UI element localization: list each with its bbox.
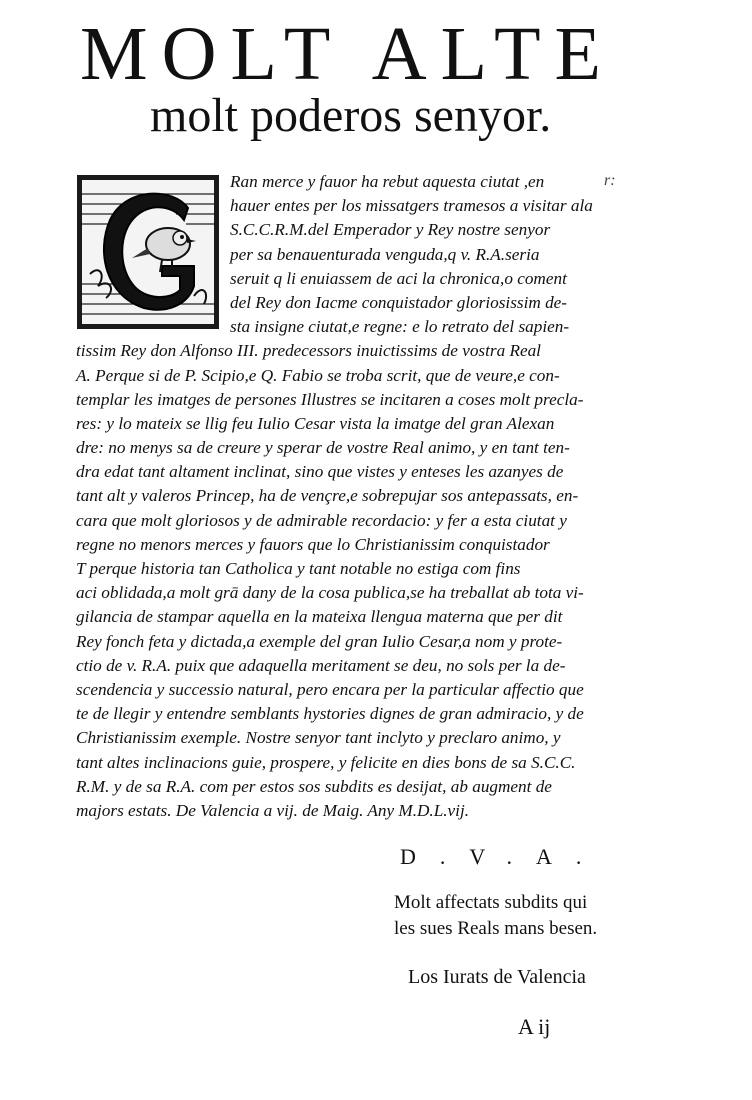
text-line: del Rey don Iacme conquistador gloriosissim de- [230,292,568,312]
closing-initials: D.V.A. [400,844,606,869]
text-line: tant altes inclinacions guie, prospere, y felicite en dies bons de sa S.C.C. [76,752,576,772]
page-title: MOLT ALTE [80,12,615,96]
letter-body [76,170,616,823]
text-line: S.C.C.R.M.del Emperador y Rey nostre senyor [230,220,551,240]
signature-line: Molt affectats subdits qui [394,892,588,913]
text-line: majors estats. De Valencia a vij. de Maig. Any M.D.L.vij. [76,800,470,820]
signature-line: les sues Reals mans besen. [394,918,598,939]
text-line: scendencia y successio natural, pero encara per la particular affectio que [76,679,584,699]
signature-block [394,890,724,942]
text-line: A. Perque si de P. Scipio,e Q. Fabio se troba scrit, que de veure,e con- [76,365,560,385]
text-line: Rey fonch feta y dictada,a exemple del gran Iulio Cesar,a nom y prote- [76,631,563,651]
text-line: sta insigne ciutat,e regne: e lo retrato del sapien- [230,317,570,337]
text-line: per sa benauenturada venguda,q v. R.A.seria [230,244,540,264]
page-subtitle: molt poderos senyor. [150,89,552,142]
text-line: gilancia de stampar aquella en la mateixa llengua materna que per dit [76,607,563,627]
text-line: tant alt y valeros Princep, ha de vençre,e sobrepujar sos antepassats, en- [76,486,579,506]
text-line: regne no menors merces y fauors que lo Christianissim conquistador [76,534,550,554]
text-line: ctio de v. R.A. puix que adaquella meritament se deu, no sols per la de- [76,655,566,675]
text-line: dra edat tant altament inclinat, sino que vistes y enteses les azanyes de [76,462,564,482]
text-line: res: y lo mateix se llig feu Iulio Cesar vista la imatge del gran Alexan [76,413,555,433]
text-line: tissim Rey don Alfonso III. predecessors inuictissims de vostra Real [76,341,541,361]
text-line: Christianissim exemple. Nostre senyor tant inclyto y preclaro animo, y [76,728,561,748]
text-line: hauer entes per los missatgers tramesos a visitar ala [230,196,593,216]
text-line: templar les imatges de persones Illustres se incitaren a coses molt precla- [76,389,584,409]
folio-mark: A ij [518,1014,551,1039]
woodcut-initial-G-bird-icon [76,174,220,330]
text-line: T perque historia tan Catholica y tant notable no estiga com fins [76,559,521,578]
text-line: aci oblidada,a molt grā dany de la cosa publica,se ha treballat ab tota vi- [76,583,584,603]
text-line: R.M. y de sa R.A. com per estos sos subdits es desijat, ab augment de [76,776,552,796]
margin-note: r: [604,172,616,189]
text-line: te de llegir y entendre semblants hystories dignes de gran admiracio, y de [76,704,584,724]
text-line: seruit q li enuiassem de aci la chronica,o coment [230,268,567,288]
text-line: Ran merce y fauor ha rebut aquesta ciutat ,en [230,172,545,191]
text-line: cara que molt gloriosos y de admirable recordacio: y fer a esta ciutat y [76,510,567,530]
signatory: Los Iurats de Valencia [408,966,586,988]
text-line: dre: no menys sa de creure y sperar de vostre Real animo, y en tant ten- [76,438,570,458]
